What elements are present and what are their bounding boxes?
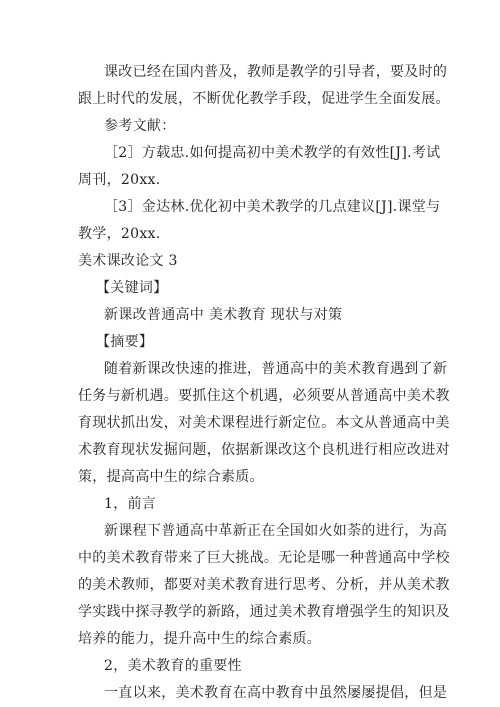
importance-line-1: 一直以来，美术教育在高中教育中虽然屡屡提倡，但是 xyxy=(104,685,448,701)
preface-line-5: 培养的能力，提升高中生的综合素质。 xyxy=(78,631,322,647)
keywords-text: 新课改普通高中 美术教育 现状与对策 xyxy=(104,307,343,323)
reference-3-line-1: ［3］金达林.优化初中美术教学的几点建议[J].课堂与 xyxy=(104,199,441,215)
section-title: 美术课改论文 3 xyxy=(78,253,178,269)
keywords-heading: 【关键词】 xyxy=(96,280,168,296)
abstract-line-2: 任务与新机遇。要抓住这个机遇，必须要从普通高中美术教 xyxy=(78,388,450,404)
preface-line-2: 中的美术教育带来了巨大挑战。无论是哪一种普通高中学校 xyxy=(78,550,450,566)
reference-2-line-2: 周刊，20xx. xyxy=(78,172,161,188)
abstract-line-4: 术教育现状发掘问题，依据新课改这个良机进行相应改进对 xyxy=(78,442,450,458)
preface-line-4: 学实践中探寻教学的新路，通过美术教育增强学生的知识及 xyxy=(78,604,450,620)
references-heading: 参考文献： xyxy=(104,118,176,134)
heading-1-preface: 1，前言 xyxy=(104,496,157,512)
heading-2-importance: 2，美术教育的重要性 xyxy=(104,658,242,674)
body-line-1: 课改已经在国内普及，教师是教学的引导者，要及时的 xyxy=(104,64,448,80)
abstract-line-5: 策，提高高中生的综合素质。 xyxy=(78,469,264,485)
preface-line-3: 的美术教师，都要对美术教育进行思考、分析，并从美术教 xyxy=(78,577,450,593)
abstract-line-1: 随着新课改快速的推进，普通高中的美术教育遇到了新 xyxy=(104,361,448,377)
body-line-2: 跟上时代的发展，不断优化教学手段，促进学生全面发展。 xyxy=(78,91,450,107)
abstract-line-3: 育现状抓出发，对美术课程进行新定位。本文从普通高中美 xyxy=(78,415,450,431)
abstract-heading: 【摘要】 xyxy=(96,334,154,350)
reference-2-line-1: ［2］方载忠.如何提高初中美术教学的有效性[J].考试 xyxy=(104,145,441,161)
reference-3-line-2: 教学，20xx. xyxy=(78,226,161,242)
preface-line-1: 新课程下普通高中革新正在全国如火如荼的进行，为高 xyxy=(104,523,448,539)
